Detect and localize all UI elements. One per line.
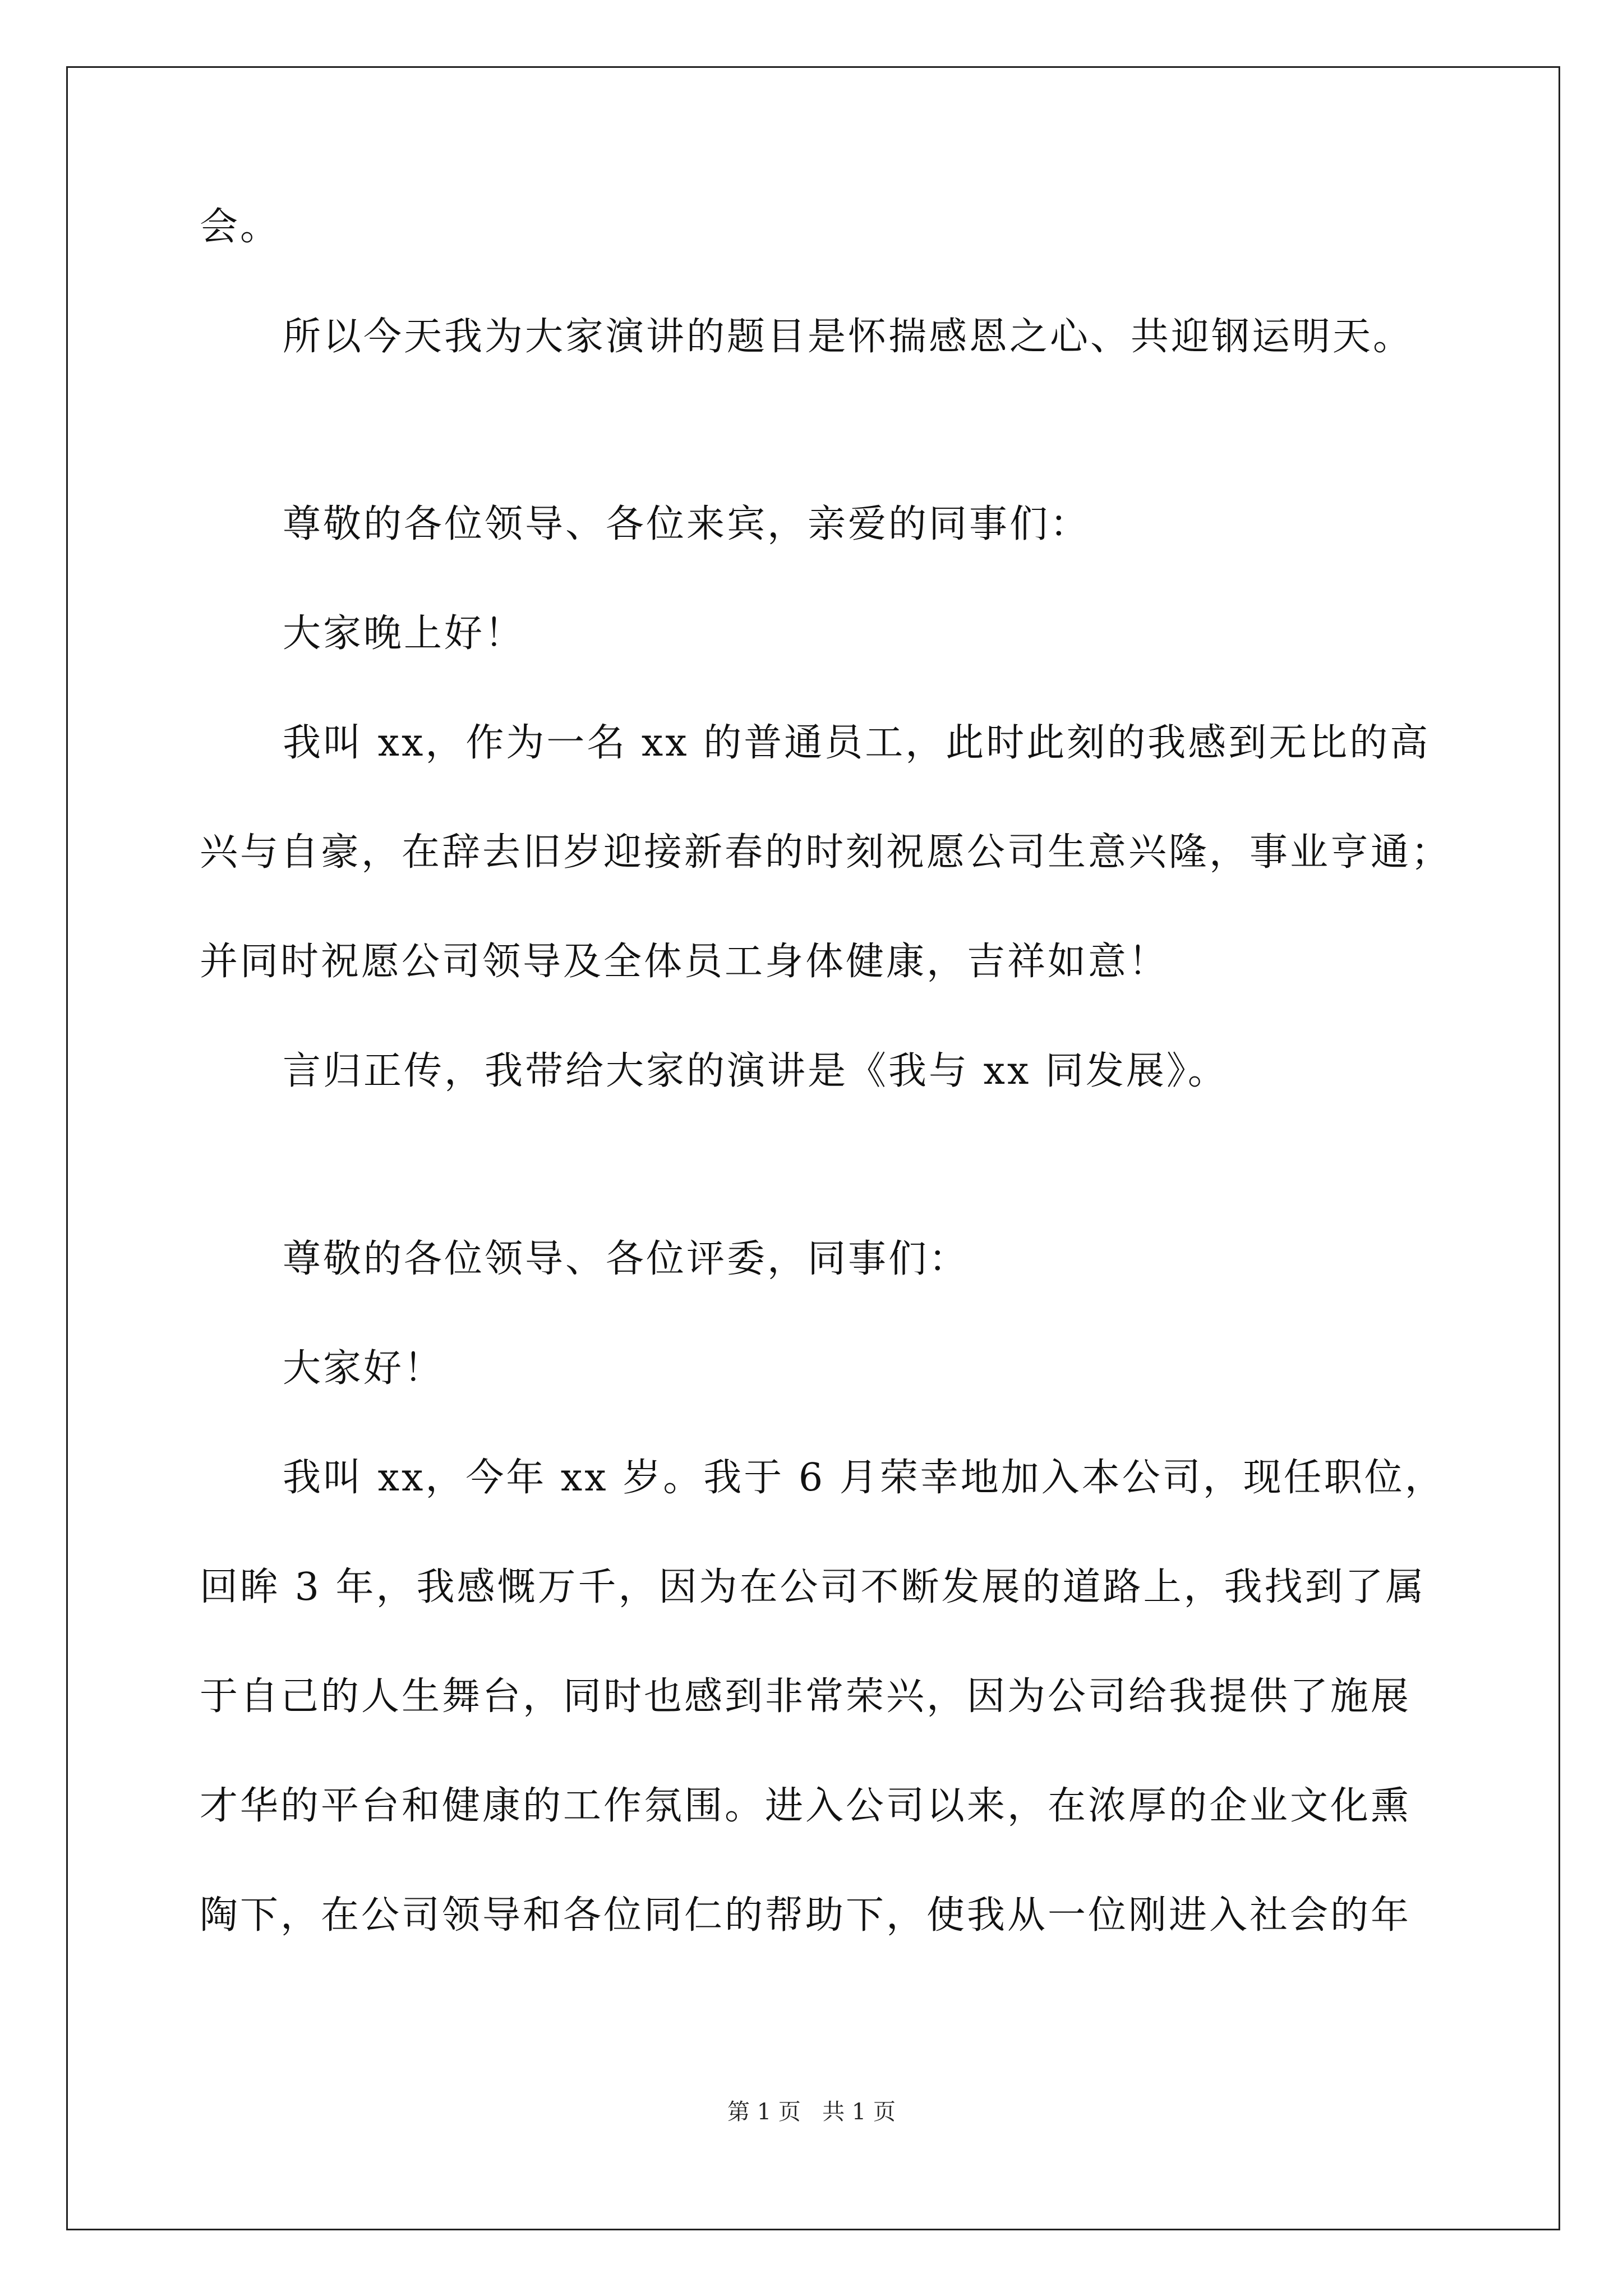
text-line: 我叫 xx，今年 xx 岁。我于 6 月荣幸地加入本公司，现任职位， xyxy=(283,1456,1445,1500)
text-line: 才华的平台和健康的工作氛围。进入公司以来，在浓厚的企业文化熏 xyxy=(200,1784,1412,1828)
text-line: 会。 xyxy=(200,205,281,249)
text-line: 言归正传，我带给大家的演讲是《我与 xx 同发展》。 xyxy=(283,1049,1228,1093)
text-line: 并同时祝愿公司领导及全体员工身体健康，吉祥如意！ xyxy=(200,940,1169,984)
text-line: 大家好！ xyxy=(283,1346,445,1391)
text-line: 尊敬的各位领导、各位来宾，亲爱的同事们： xyxy=(283,502,1091,546)
text-line: 回眸 3 年，我感慨万千，因为在公司不断发展的道路上，我找到了属 xyxy=(200,1565,1426,1609)
text-line: 兴与自豪，在辞去旧岁迎接新春的时刻祝愿公司生意兴隆，事业亨通； xyxy=(200,830,1452,875)
text-line: 大家晚上好！ xyxy=(283,611,525,656)
text-line: 陶下，在公司领导和各位同仁的帮助下，使我从一位刚进入社会的年 xyxy=(200,1893,1412,1938)
page-footer: 第 1 页 共 1 页 xyxy=(727,2099,896,2125)
text-line: 我叫 xx，作为一名 xx 的普通员工，此时此刻的我感到无比的高 xyxy=(283,721,1431,765)
text-line: 尊敬的各位领导、各位评委，同事们： xyxy=(283,1237,970,1281)
text-line: 于自己的人生舞台，同时也感到非常荣兴，因为公司给我提供了施展 xyxy=(200,1674,1412,1719)
text-line: 所以今天我为大家演讲的题目是怀揣感恩之心、共迎钢运明天。 xyxy=(283,315,1414,359)
